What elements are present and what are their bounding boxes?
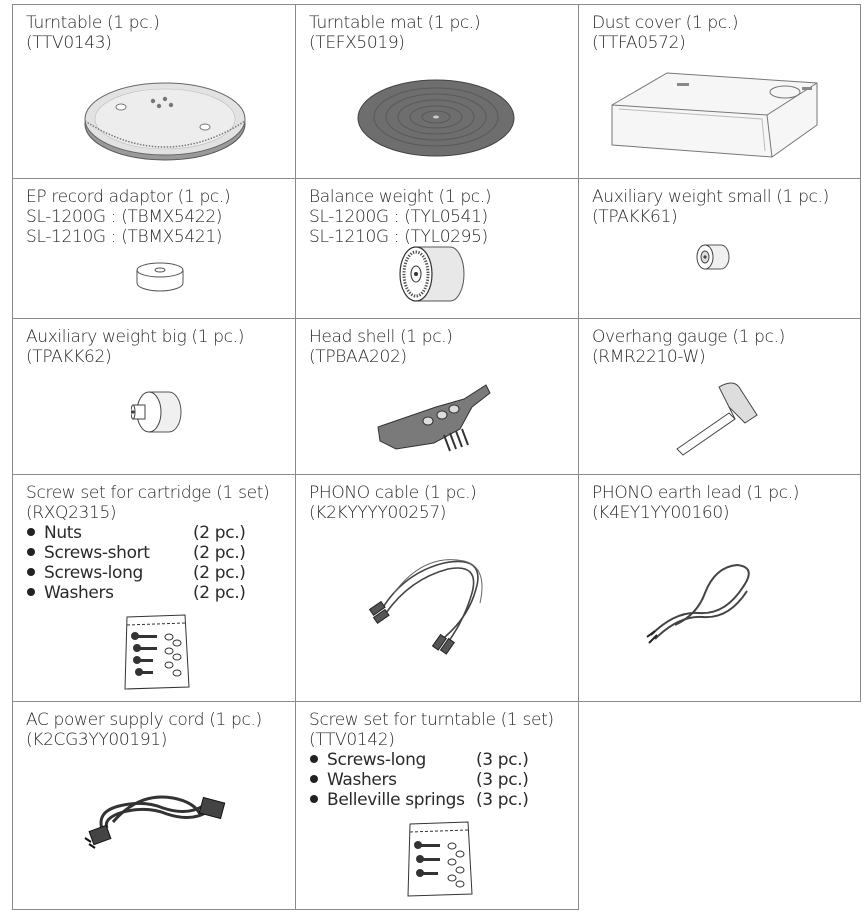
ep-adaptor-icon — [135, 261, 185, 293]
balance-weight-icon — [394, 243, 466, 305]
item-code: (TEFX5019) — [309, 33, 405, 53]
contents-list — [309, 750, 578, 810]
item-name: PHONO cable (1 pc.) — [309, 483, 477, 503]
item-name: Auxiliary weight big (1 pc.) — [26, 327, 244, 347]
item-code: (TTV0143) — [26, 33, 112, 53]
item-code: SL-1210G : (TYL0295) — [309, 227, 488, 247]
item-code: (TTFA0572) — [592, 33, 686, 53]
item-cell — [579, 5, 861, 179]
item-name: Balance weight (1 pc.) — [309, 187, 492, 207]
item-code: SL-1200G : (TBMX5422) — [26, 207, 223, 227]
item-name: PHONO earth lead (1 pc.) — [592, 483, 800, 503]
item-cell — [296, 5, 579, 179]
item-code: (TPAKK62) — [26, 347, 112, 367]
item-name: Overhang gauge (1 pc.) — [592, 327, 785, 347]
list-item: Washers (2 pc.) — [26, 583, 295, 603]
item-code: (K2KYYYY00257) — [309, 503, 447, 523]
list-item: Washers (3 pc.) — [309, 770, 578, 790]
item-code: (RXQ2315) — [26, 503, 117, 523]
list-item: Screws-long (2 pc.) — [26, 563, 295, 583]
aux-weight-small-icon — [695, 241, 731, 273]
item-name: Screw set for turntable (1 set) — [309, 710, 554, 730]
item-name: EP record adaptor (1 pc.) — [26, 187, 231, 207]
item-cell — [13, 5, 296, 179]
item-code: (RMR2210-W) — [592, 347, 706, 367]
item-cell — [13, 319, 296, 475]
item-code: (TPAKK61) — [592, 207, 678, 227]
head-shell-icon — [374, 377, 494, 457]
item-cell — [579, 319, 861, 475]
item-code: (K4EY1YY00160) — [592, 503, 730, 523]
item-cell — [296, 702, 579, 910]
item-name: Head shell (1 pc.) — [309, 327, 453, 347]
item-cell — [13, 702, 296, 910]
aux-weight-big-icon — [131, 389, 185, 435]
phono-cable-icon — [364, 549, 504, 659]
overhang-gauge-icon — [673, 377, 763, 457]
contents-list — [26, 523, 295, 603]
accessories-table — [12, 4, 861, 910]
item-code: SL-1200G : (TYL0541) — [309, 207, 488, 227]
item-code: SL-1210G : (TBMX5421) — [26, 227, 223, 247]
turntable-mat-icon — [356, 77, 516, 159]
item-name: Dust cover (1 pc.) — [592, 13, 739, 33]
dust-cover-icon — [607, 65, 825, 163]
list-item: Belleville springs (3 pc.) — [309, 790, 578, 810]
list-item: Screws-short (2 pc.) — [26, 543, 295, 563]
item-cell — [579, 475, 861, 702]
item-code: (TPBAA202) — [309, 347, 407, 367]
item-code: (K2CG3YY00191) — [26, 730, 168, 750]
item-name: Turntable mat (1 pc.) — [309, 13, 481, 33]
list-item: Screws-long (3 pc.) — [309, 750, 578, 770]
item-cell — [579, 179, 861, 319]
empty-cell — [579, 702, 861, 910]
item-cell — [13, 475, 296, 702]
item-name: Screw set for cartridge (1 set) — [26, 483, 270, 503]
item-cell — [13, 179, 296, 319]
item-code: (TTV0142) — [309, 730, 395, 750]
item-name: Auxiliary weight small (1 pc.) — [592, 187, 829, 207]
list-item: Nuts (2 pc.) — [26, 523, 295, 543]
screw-bag-icon — [121, 613, 193, 691]
turntable-platter-icon — [75, 75, 255, 165]
accessories-sheet — [12, 4, 861, 910]
item-cell — [296, 475, 579, 702]
earth-lead-icon — [645, 553, 765, 653]
power-cord-icon — [83, 772, 233, 852]
item-name: AC power supply cord (1 pc.) — [26, 710, 262, 730]
screw-bag-icon — [404, 820, 476, 898]
item-name: Turntable (1 pc.) — [26, 13, 160, 33]
item-cell — [296, 179, 579, 319]
item-cell — [296, 319, 579, 475]
